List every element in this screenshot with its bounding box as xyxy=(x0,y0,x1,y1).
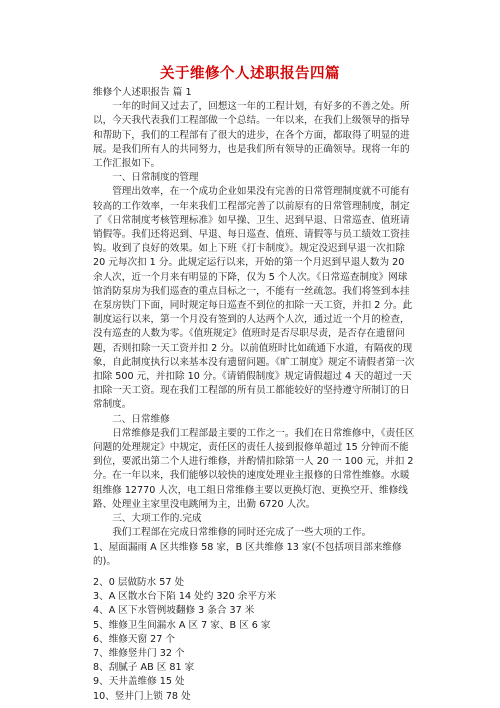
work-items-list xyxy=(93,541,416,704)
list-item: 10、竖井门上锁 78 处 xyxy=(93,690,191,702)
list-item: 9、天井盖维修 15 处 xyxy=(93,676,185,688)
section-intro-3: 我们工程部在完成日常维修的同时还完成了一些大项的工作。 xyxy=(112,527,372,539)
list-item: 5、维修卫生间漏水 A 区 7 家、B 区 6 家 xyxy=(93,619,271,631)
section-heading-3: 三、大项工作的.完成 xyxy=(112,513,202,525)
list-item: 3、A 区散水台下陷 14 处约 320 余平方米 xyxy=(93,591,277,603)
section-heading-2: 二、日常维修 xyxy=(112,413,170,425)
list-item: 2、0 层做防水 57 处 xyxy=(93,576,185,588)
list-item: 1、屋面漏雨 A 区共维修 58 家，B 区共维修 13 家(不包括项目部来维修的)。 xyxy=(93,541,402,567)
list-item: 7、维修竖井门 32 个 xyxy=(93,647,185,659)
section-paragraph-1: 管理出效率，在一个成功企业如果没有完善的日常管理制度就不可能有较高的工作效率，一年来我们工程部完善了以前原有的日常管理制度，制定了《日常制度考核管理标准》如早操、卫生、迟到早退、日常巡查、值班请销假等。我们还将迟到、早退、每日巡查、值班、请假等与员工绩效工资挂钩。收到了良好的效果。如上下班《打卡制度》。规定没迟到早退一次扣除 20 元每次扣 1 分。此规定运行以来，开始的第一个月迟到早退人数为 20 余人次，近一个月来有明显的下降，仅为 5 个人次。《日常巡查制度》网球馆消防泵房为我们巡查的重点目标之一，不能有一丝疏忽。我们将签到本挂在泵房铁门下面，同时规定每日巡查不到位的扣除一天工资，并扣 2 分。此制度运行以来，第一个月没有签到的人达两个人次，通过近一个月的检查，没有巡查的人数为零。《值班规定》值班时是否尽职尽责，是否存在遗留问题，否则扣除一天工资并扣 2 分。以前值班时比如疏通下水道，有隔夜的现象，自此制度执行以来基本没有遗留问题。《旷工制度》规定不请假者第一次扣除 500 元，并扣除 10 分。《请销假制度》规定请假超过 4 天的超过一天扣除一天工资。现在我们工程部的所有员工都能较好的坚持遵守所制订的日常制度。 xyxy=(93,186,415,411)
section-heading-1: 一、日常制度的管理 xyxy=(112,172,199,184)
intro-paragraph: 一年的时间又过去了，回想这一年的工程计划，有好多的不善之处。所以，今天我代表我们工程部做一个总结。一年以来，在我们上级领导的指导和帮助下，我们的工程部有了很大的进步，在各个方面，都取得了明显的进展。是我们所有人的共同努力，也是我们所有领导的正确领导。现将一年的工作汇报如下。 xyxy=(93,101,410,170)
list-item: 4、A 区下水管例坡翻修 3 条合 37 米 xyxy=(93,605,255,617)
list-item: 6、维修天窗 27 个 xyxy=(93,633,175,645)
section-paragraph-2: 日常维修是我们工程部最主要的工作之一。我们在日常维修中，《责任区问题的处理规定》中规定，责任区的责任人接到报修单超过 15 分钟而不能到位，要派出第二个人进行维修，并酌情扣除第一人 20 一 100 元，并扣 2 分。在一年以来，我们能够以较快的速度处理业主报修的日常性维修。水暖组维修 12770 人次，电工组日常维修主要以更换灯泡、更换空开、维修线路、处理业主家里没电跳闸为主，出勤 6720 人次。 xyxy=(93,427,415,510)
report-subtitle: 维修个人述职报告 篇 1 xyxy=(93,87,192,98)
document-body xyxy=(93,86,416,704)
list-item: 8、刮腻子 AB 区 81 家 xyxy=(93,662,195,674)
document-title: 关于维修个人述职报告四篇 xyxy=(160,66,340,82)
